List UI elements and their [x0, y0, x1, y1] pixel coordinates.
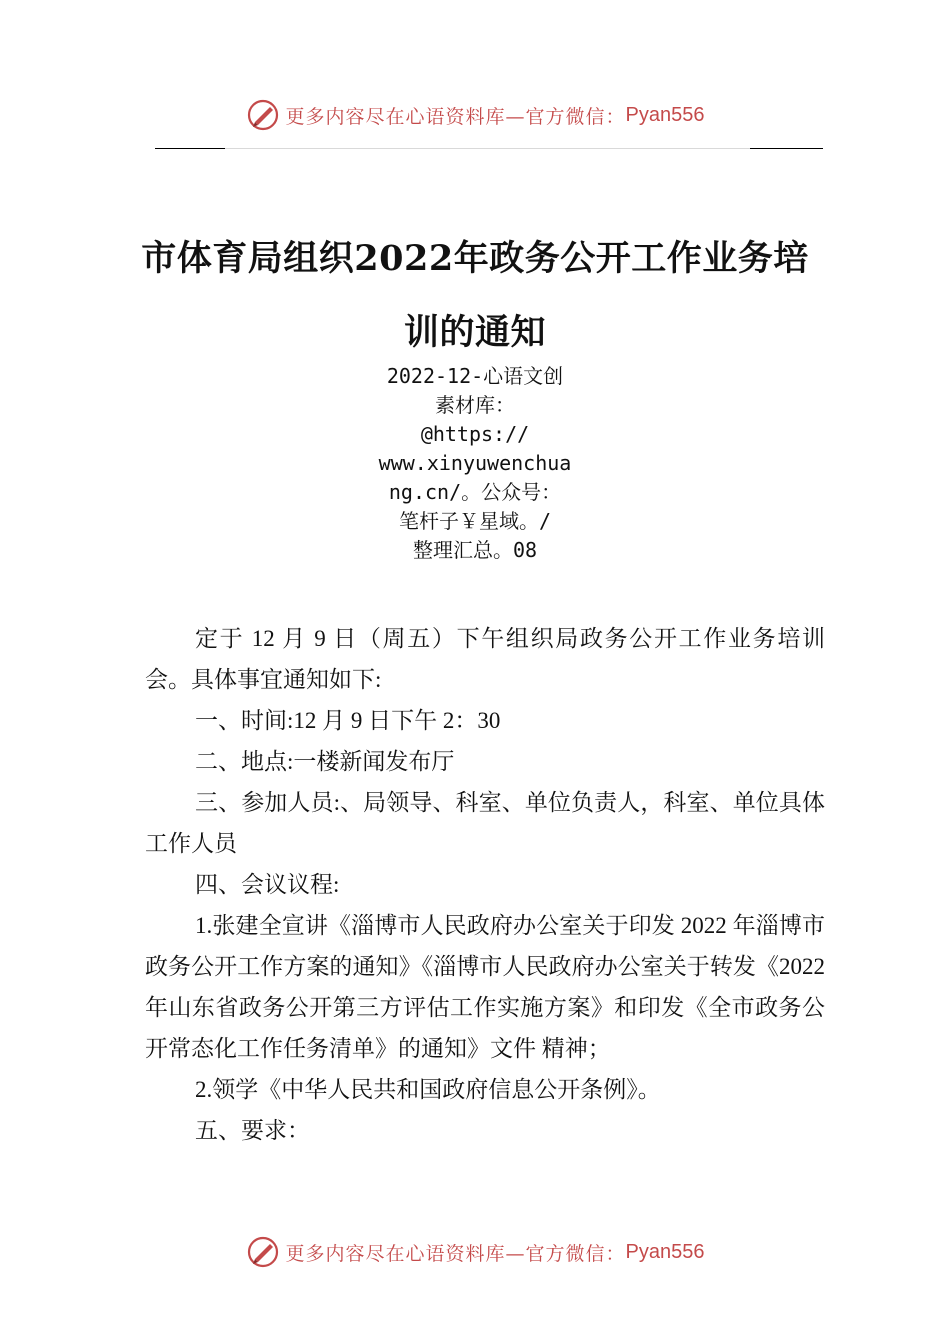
- document-title: 市体育局组织2022年政务公开工作业务培训的通知: [141, 238, 809, 353]
- meta-line: ng.cn/。公众号：: [388, 480, 562, 504]
- meta-line: www.xinyuwenchua: [378, 451, 572, 475]
- header-banner: [0, 95, 950, 135]
- paragraph-attendees: 三、参加人员:、局领导、科室、单位负责人，科室、单位具体工作人员: [145, 790, 825, 856]
- header-rule-left: [155, 148, 225, 149]
- pen-seal-icon: [246, 98, 280, 132]
- paragraph-agenda-item-1: 1.张建全宣讲《淄博市人民政府办公室关于印发 2022 年淄博市政务公开工作方案的通知》《淄博市人民政府办公室关于转发《2022 年山东省政务公开第三方评估工作实施方案》和印发《全市政务公开常态化工作任务清单》的通知》文件 精神；: [145, 913, 825, 1061]
- meta-line: 笔杆子￥星域。/: [398, 509, 552, 533]
- document-meta: [0, 362, 950, 565]
- footer-banner: [0, 1232, 950, 1272]
- meta-line: @https://: [420, 422, 530, 446]
- paragraph-agenda-heading: 四、会议议程:: [195, 872, 340, 897]
- wechat-account: Pyan556: [625, 1240, 705, 1263]
- paragraph-requirements-heading: 五、要求：: [195, 1118, 310, 1143]
- meta-line: 2022-12-心语文创: [386, 364, 564, 388]
- banner-text: 更多内容尽在心语资料库—官方微信：: [285, 105, 626, 128]
- paragraph-location: 二、地点:一楼新闻发布厅: [195, 749, 455, 774]
- header-rule-right: [750, 148, 823, 149]
- banner-text: 更多内容尽在心语资料库—官方微信：: [285, 1242, 626, 1265]
- pen-seal-icon: [246, 1235, 280, 1269]
- document-body: [145, 618, 825, 1151]
- header-rule-mid: [225, 148, 750, 149]
- paragraph-agenda-item-2: 2.领学《中华人民共和国政府信息公开条例》。: [195, 1077, 661, 1102]
- paragraph-intro: 定于 12 月 9 日（周五）下午组织局政务公开工作业务培训会。具体事宜通知如下:: [145, 626, 825, 692]
- meta-line: 整理汇总。08: [412, 538, 538, 562]
- meta-line: 素材库：: [435, 393, 515, 417]
- wechat-account: Pyan556: [625, 103, 705, 126]
- paragraph-time: 一、时间:12 月 9 日下午 2：30: [195, 708, 501, 733]
